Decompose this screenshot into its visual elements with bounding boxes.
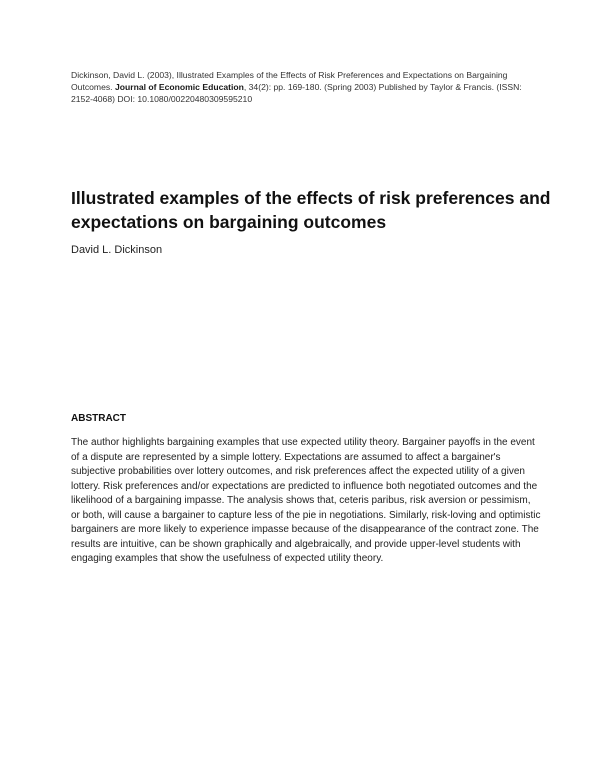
- citation-suffix: , 34(2): pp. 169-180. (Spring 2003) Published by Taylor & Francis. (ISSN: 2152-4068) DOI: 10.1080/00220480309595210: [71, 82, 522, 104]
- paper-author: David L. Dickinson: [71, 244, 163, 256]
- citation-journal: Journal of Economic Education: [114, 82, 244, 92]
- abstract-heading: ABSTRACT: [71, 413, 126, 424]
- citation-prefix: Dickinson, David L. (2003), Illustrated Examples of the Effects of Risk Preferences and Expectations on Bargaining Outcomes.: [71, 70, 508, 92]
- citation-header: [71, 69, 541, 105]
- abstract-body: The author highlights bargaining examples that use expected utility theory. Bargainer payoffs in the event of a dispute are represented by a simple lottery. Expectations are assumed to affect a bargainer's subjective probabilities over lottery outcomes, and risk preferences affect the expected utility of a given lottery. Risk preferences and/or expectations are predicted to influence both negotiated outcomes and the likelihood of a bargaining impasse. The analysis shows that, ceteris paribus, risk aversion or pessimism, or both, will cause a bargainer to capture less of the pie in negotiations. Similarly, risk-loving and optimistic bargainers are more likely to experience impasse because of the disappearance of the contract zone. The results are intuitive, can be shown graphically and algebraically, and provide upper-level students with engaging examples that show the usefulness of expected utility theory.: [71, 437, 541, 564]
- paper-title: Illustrated examples of the effects of risk preferences and expectations on bargaining outcomes: [71, 188, 551, 232]
